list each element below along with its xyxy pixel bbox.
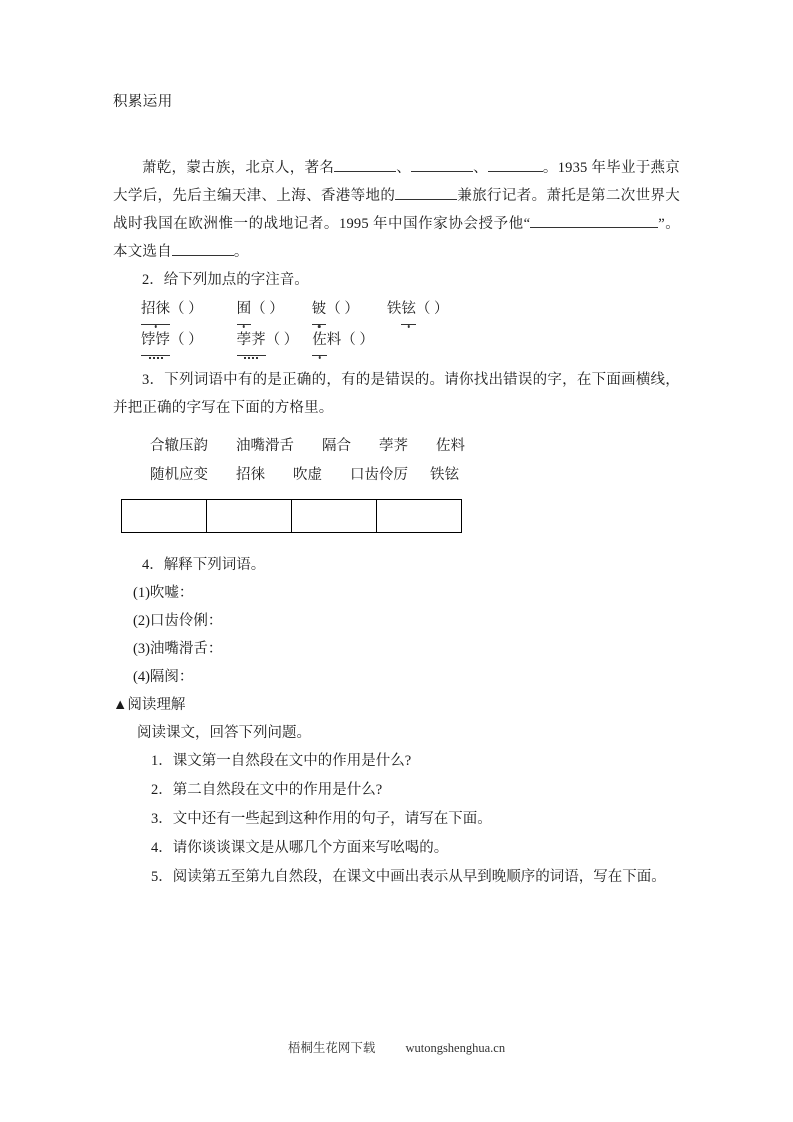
question-2-row-1 xyxy=(113,294,680,325)
dotted-char-you: 囿 xyxy=(237,294,252,325)
reading-question-4: 4．请你谈谈课文是从哪几个方面来写吆喝的。 xyxy=(151,839,449,856)
intro-separator-1: 、 xyxy=(396,159,411,176)
prefix-tie: 铁 xyxy=(386,300,402,317)
paren-4[interactable]: （ ） xyxy=(415,300,449,317)
question-4-item-1: (1)吹嘘： xyxy=(133,584,194,601)
page-footer xyxy=(0,1038,793,1056)
word-item: 随机应变 xyxy=(150,466,208,483)
dotted-char-bobo: 饽饽 xyxy=(141,325,170,356)
answer-cell[interactable] xyxy=(207,499,292,532)
dotted-char-zuo: 佐 xyxy=(312,325,327,356)
intro-text-part3: 兼旅行记者。萧托是第二次世界大战时我国在欧洲惟一的战地记者。1995 年中国作家协会授予他“ xyxy=(113,187,680,232)
reading-question-2: 2．第二自然段在文中的作用是什么? xyxy=(151,781,383,798)
question-4-item-3: (3)油嘴滑舌： xyxy=(133,640,223,657)
paren-1[interactable]: （ ） xyxy=(170,300,203,317)
fill-blank-2[interactable] xyxy=(411,156,473,172)
word-row-1 xyxy=(150,432,680,461)
paren-5[interactable]: （ ） xyxy=(170,331,203,348)
paren-6[interactable]: （ ） xyxy=(265,331,299,348)
intro-paragraph xyxy=(113,154,680,266)
fill-blank-3[interactable] xyxy=(488,156,543,172)
dotted-char-biqi: 荸荠 xyxy=(237,325,266,356)
paren-2[interactable]: （ ） xyxy=(251,300,284,317)
reading-lead-text: 阅读课文，回答下列问题。 xyxy=(137,724,311,741)
fill-blank-5[interactable] xyxy=(530,212,658,228)
word-item: 招徕 xyxy=(236,466,265,483)
question-4-item-4: (4)隔阂： xyxy=(133,668,194,685)
intro-text-part2: 。1935 年毕业于燕京大学后，先后主编天津、上海、香港等地的 xyxy=(113,159,680,204)
intro-separator-2: 、 xyxy=(472,159,488,176)
reading-question-3: 3．文中还有一些起到这种作用的句子，请写在下面。 xyxy=(151,810,492,827)
footer-site-name: 梧桐生花网下载 xyxy=(287,1041,376,1055)
reading-section-heading: ▲阅读理解 xyxy=(113,696,186,713)
reading-question-5: 5．阅读第五至第九自然段，在课文中画出表示从早到晚顺序的词语，写在下面。 xyxy=(151,868,666,885)
word-item: 口齿伶厉 xyxy=(350,466,408,483)
fill-blank-1[interactable] xyxy=(334,156,396,172)
fill-blank-6[interactable] xyxy=(172,240,234,256)
spacer xyxy=(113,422,680,432)
question-3-heading: 3．下列词语中有的是正确的，有的是错误的。请你找出错误的字，在下面画横线，并把正确的字写在下面的方格里。 xyxy=(113,371,680,416)
table-row xyxy=(122,499,462,532)
intro-text-part1: 萧乾，蒙古族，北京人，著名 xyxy=(142,159,335,176)
answer-cell[interactable] xyxy=(292,499,377,532)
spacer xyxy=(113,110,680,154)
word-item: 荸荠 xyxy=(379,437,408,454)
answer-cell[interactable] xyxy=(377,499,462,532)
dotted-char-pi: 铍 xyxy=(312,294,327,325)
question-2-row-2 xyxy=(113,325,680,356)
question-2-heading: 2．给下列加点的字注音。 xyxy=(142,271,309,288)
fill-blank-4[interactable] xyxy=(395,184,457,200)
word-item: 铁铉 xyxy=(430,466,459,483)
footer-url: wutongshenghua.cn xyxy=(405,1041,506,1055)
question-4-item-2: (2)口齿伶俐： xyxy=(133,612,223,629)
word-row-2 xyxy=(150,461,680,490)
word-item: 吹虚 xyxy=(293,466,322,483)
dotted-char-zhao-lai: 招徕 xyxy=(141,294,170,325)
dotted-char-xuan: 铉 xyxy=(401,294,416,325)
paren-7[interactable]: （ ） xyxy=(341,331,374,348)
intro-text-part5: 。 xyxy=(233,243,249,260)
answer-grid xyxy=(121,499,462,533)
intro-text-part4: ”。本文选自 xyxy=(113,215,680,260)
word-list xyxy=(113,432,680,490)
section-title: 积累运用 xyxy=(113,94,173,110)
paren-3[interactable]: （ ） xyxy=(326,300,359,317)
word-item: 隔合 xyxy=(322,437,351,454)
reading-question-1: 1．课文第一自然段在文中的作用是什么? xyxy=(151,752,412,769)
answer-cell[interactable] xyxy=(122,499,207,532)
spacer xyxy=(113,533,680,551)
question-4-heading: 4．解释下列词语。 xyxy=(142,556,266,573)
word-item: 油嘴滑舌 xyxy=(236,437,294,454)
spacer xyxy=(113,356,680,366)
word-item: 合辙压韵 xyxy=(150,437,208,454)
suffix-liao: 料 xyxy=(326,331,342,348)
word-item: 佐料 xyxy=(436,437,465,454)
